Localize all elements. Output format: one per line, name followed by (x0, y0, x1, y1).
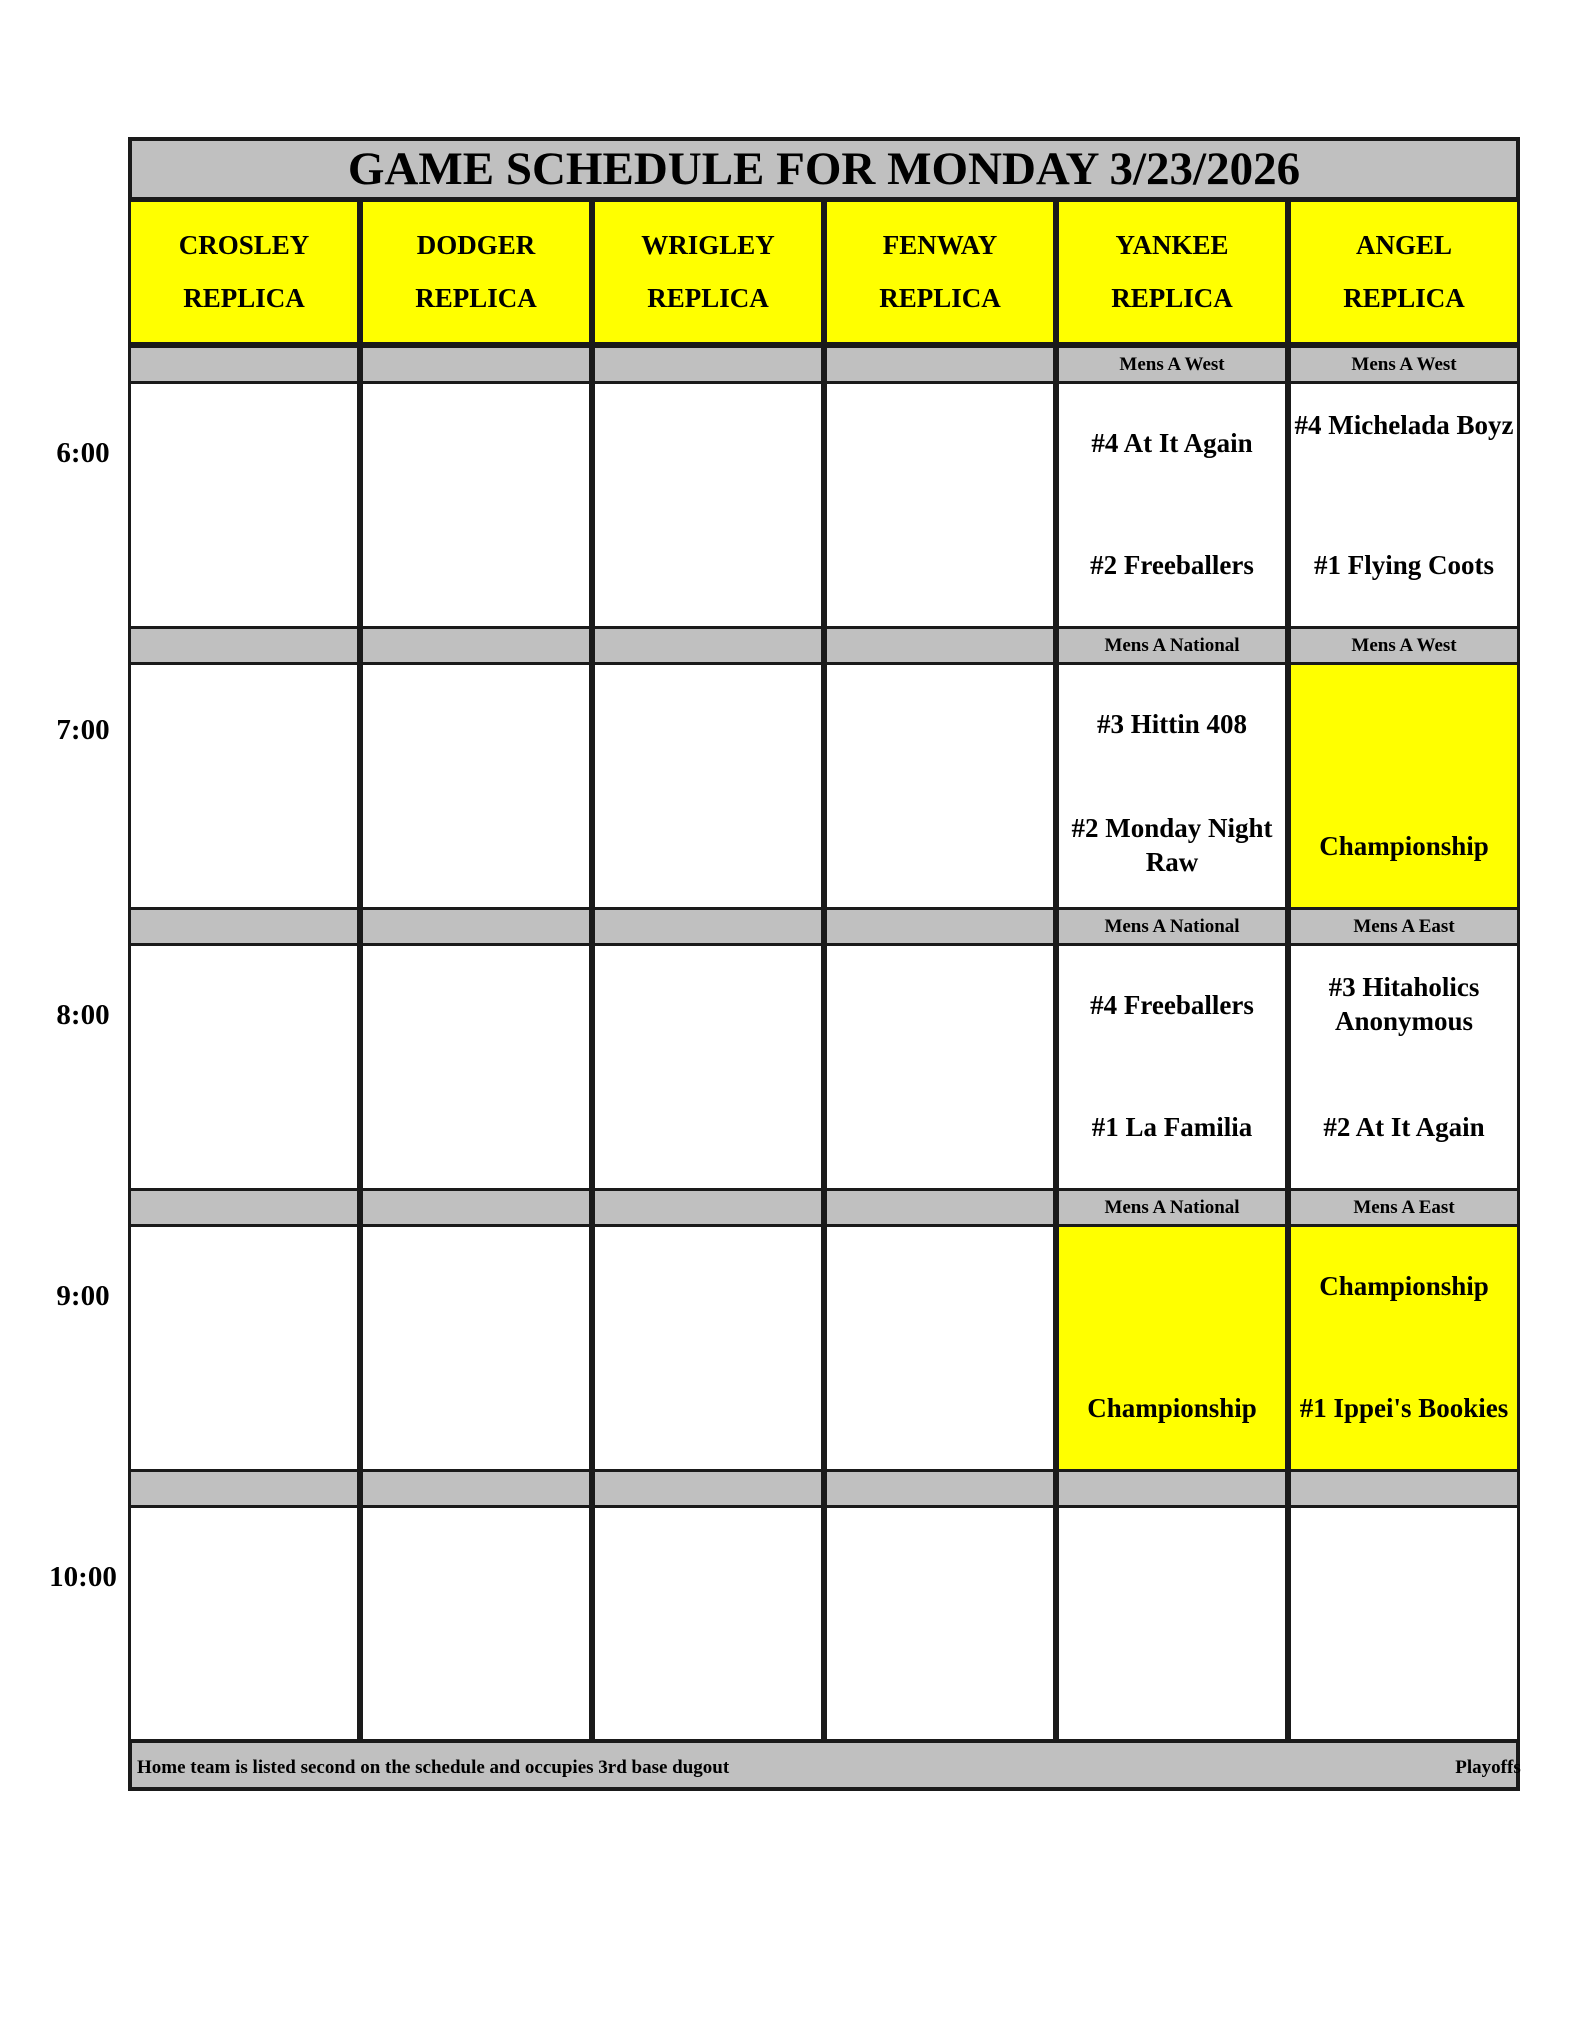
division-bar (1288, 1469, 1520, 1508)
field-header-angel (1288, 199, 1520, 345)
playoffs-label: Playoffs (1455, 1757, 1521, 1778)
division-bar: Mens A National (1056, 626, 1288, 665)
game-cell (360, 1505, 592, 1753)
division-bar (128, 626, 360, 665)
home-team: #1 La Familia (1091, 1112, 1253, 1142)
field-name: YANKEE (1115, 230, 1229, 260)
game-cell (824, 1505, 1056, 1753)
time-label: 8:00 (56, 999, 110, 1031)
game-cell (128, 662, 360, 910)
division-bar (592, 907, 824, 946)
division-bar (824, 1188, 1056, 1227)
game-cell (1056, 1505, 1288, 1753)
division-bar: Mens A National (1056, 907, 1288, 946)
field-header-fenway (824, 199, 1056, 345)
home-team: #1 Ippei's Bookies (1299, 1393, 1509, 1423)
game-cell (1288, 1505, 1520, 1753)
game-cell (128, 1224, 360, 1472)
division-bar (128, 1188, 360, 1227)
game-cell (592, 1505, 824, 1753)
division-bar (360, 626, 592, 665)
field-name: DODGER (416, 230, 536, 260)
game-cell (360, 662, 592, 910)
away-team: #3 Hitaholics Anonymous (1328, 972, 1480, 1036)
time-label: 10:00 (49, 1561, 117, 1593)
division-bar (1056, 1469, 1288, 1508)
away-team: Championship (1319, 1271, 1489, 1301)
game-cell (1288, 943, 1520, 1191)
division-bar: Mens A West (1288, 345, 1520, 384)
field-subtitle: REPLICA (647, 283, 769, 313)
division-bar: Mens A East (1288, 907, 1520, 946)
division-bar (592, 626, 824, 665)
game-cell (360, 381, 592, 629)
away-team: #3 Hittin 408 (1096, 709, 1247, 739)
division-bar (128, 345, 360, 384)
division-bar: Mens A National (1056, 1188, 1288, 1227)
field-subtitle: REPLICA (1343, 283, 1465, 313)
game-cell (824, 943, 1056, 1191)
division-bar (128, 1469, 360, 1508)
game-cell (592, 381, 824, 629)
division-bar (360, 1188, 592, 1227)
game-cell (824, 662, 1056, 910)
division-bar (592, 345, 824, 384)
away-team: #4 At It Again (1091, 428, 1253, 458)
field-subtitle: REPLICA (415, 283, 537, 313)
field-name: CROSLEY (178, 230, 310, 260)
home-team: #1 Flying Coots (1313, 550, 1494, 580)
game-cell (1056, 1224, 1288, 1472)
game-cell (1056, 943, 1288, 1191)
division-bar (592, 1469, 824, 1508)
page-title: GAME SCHEDULE FOR MONDAY 3/23/2026 (128, 137, 1520, 201)
division-bar (360, 907, 592, 946)
time-label: 7:00 (56, 714, 110, 746)
division-bar (592, 1188, 824, 1227)
field-header-yankee (1056, 199, 1288, 345)
field-header-dodger (360, 199, 592, 345)
division-bar (824, 1469, 1056, 1508)
home-team: #2 At It Again (1323, 1112, 1485, 1142)
home-team: Championship (1087, 1393, 1257, 1423)
game-cell (1288, 662, 1520, 910)
field-name: FENWAY (882, 230, 998, 260)
field-name: WRIGLEY (641, 230, 775, 260)
game-cell (592, 1224, 824, 1472)
game-cell (360, 943, 592, 1191)
game-cell (1056, 381, 1288, 629)
field-header-wrigley (592, 199, 824, 345)
time-label: 9:00 (56, 1280, 110, 1312)
game-cell (592, 662, 824, 910)
game-cell (128, 1505, 360, 1753)
field-subtitle: REPLICA (183, 283, 305, 313)
game-cell (128, 381, 360, 629)
division-bar (128, 907, 360, 946)
game-cell (128, 943, 360, 1191)
time-label: 6:00 (56, 437, 110, 469)
home-team: Championship (1319, 831, 1489, 861)
game-cell (360, 1224, 592, 1472)
home-team: #2 Freeballers (1090, 550, 1254, 580)
footer-bar (128, 1739, 1520, 1791)
game-cell (824, 1224, 1056, 1472)
game-cell (824, 381, 1056, 629)
division-bar: Mens A East (1288, 1188, 1520, 1227)
away-team: #4 Freeballers (1090, 990, 1254, 1020)
game-cell (1288, 381, 1520, 629)
division-bar: Mens A West (1288, 626, 1520, 665)
field-header-crosley (128, 199, 360, 345)
home-team: #2 Monday Night Raw (1071, 813, 1273, 877)
game-cell (592, 943, 824, 1191)
away-team: #4 Michelada Boyz (1294, 410, 1514, 440)
division-bar: Mens A West (1056, 345, 1288, 384)
footer-note: Home team is listed second on the schedule and occupies 3rd base dugout (137, 1757, 730, 1778)
field-subtitle: REPLICA (1111, 283, 1233, 313)
division-bar (360, 1469, 592, 1508)
division-bar (824, 626, 1056, 665)
game-cell (1288, 1224, 1520, 1472)
game-cell (1056, 662, 1288, 910)
division-bar (824, 907, 1056, 946)
field-name: ANGEL (1355, 230, 1453, 260)
division-bar (824, 345, 1056, 384)
field-subtitle: REPLICA (879, 283, 1001, 313)
division-bar (360, 345, 592, 384)
